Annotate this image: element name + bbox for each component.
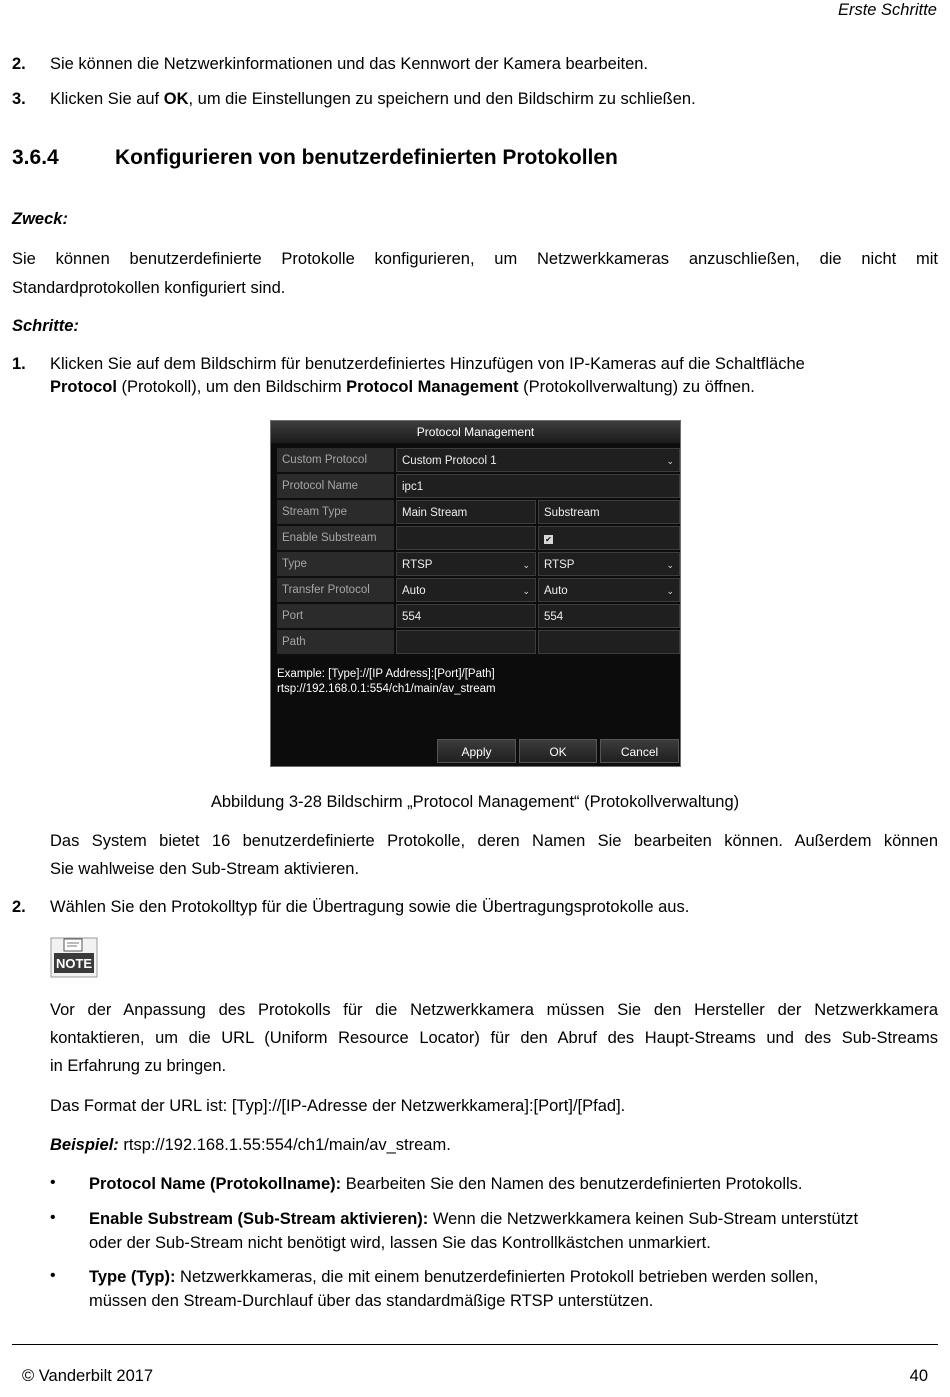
dialog-title: Protocol Management (271, 421, 680, 443)
field-label: Enable Substream (277, 526, 394, 550)
cancel-button[interactable]: Cancel (600, 739, 679, 763)
figure-caption: Abbildung 3-28 Bildschirm „Protocol Management“ (Protokollverwaltung) (210, 793, 740, 811)
main-stream-header: Main Stream (396, 500, 536, 524)
chevron-down-icon: ⌄ (666, 586, 674, 596)
substream-checkbox-cell (538, 526, 680, 550)
bullet-glyph: • (50, 1209, 56, 1226)
example-format: Example: [Type]://[IP Address]:[Port]/[Path] (277, 668, 495, 680)
field-label: Custom Protocol (277, 448, 394, 472)
select-value: Auto (402, 585, 426, 597)
path-row (277, 630, 681, 654)
select-value: RTSP (402, 559, 433, 571)
step-number: 2. (12, 55, 26, 73)
field-label: Protocol Name (277, 474, 394, 498)
url-format-text: Das Format der URL ist: [Typ]://[IP-Adresse der Netzwerkkamera]:[Port]/[Pfad]. (50, 1097, 626, 1115)
note-text: kontaktieren, um die URL (Uniform Resource Locator) für den Abruf des Haupt-Streams und des Sub-Streams (50, 1029, 938, 1047)
sub-path-input[interactable] (538, 630, 680, 654)
field-label: Transfer Protocol (277, 578, 394, 602)
transfer-protocol-row (277, 578, 681, 602)
running-header: Erste Schritte (837, 1, 937, 19)
purpose-text: Standardprotokollen konfiguriert sind. (12, 279, 286, 297)
bullet-item: Enable Substream (Sub-Stream aktivieren): Wenn die Netzwerkkamera keinen Sub-Stream unterstützt oder der Sub-Stream nicht benötigt wird, lassen Sie das Kontrollkästchen unmarkiert. (89, 1210, 859, 1252)
protocol-management-dialog (270, 420, 681, 767)
chevron-down-icon: ⌄ (666, 456, 674, 466)
body-text: Sie wahlweise den Sub-Stream aktivieren. (50, 860, 360, 878)
main-transfer-select[interactable] (396, 578, 536, 602)
example-text: Beispiel: rtsp://192.168.1.55:554/ch1/main/av_stream. (50, 1136, 451, 1154)
purpose-text: Sie können benutzerdefinierte Protokolle konfigurieren, um Netzwerkkameras anzuschließen, die nicht mit (12, 250, 938, 268)
sub-port-input[interactable]: 554 (538, 604, 680, 628)
port-row (277, 604, 681, 628)
bullet-glyph: • (50, 1174, 56, 1191)
main-stream-empty-cell (396, 526, 536, 550)
url-example (277, 667, 496, 697)
field-label: Port (277, 604, 394, 628)
select-value: RTSP (544, 559, 575, 571)
ok-button[interactable]: OK (519, 739, 597, 763)
bullet-item: Protocol Name (Protokollname): Bearbeiten Sie den Namen des benutzerdefinierten Protokolls. (89, 1175, 803, 1193)
step-number: 3. (12, 90, 26, 108)
example-url: rtsp://192.168.0.1:554/ch1/main/av_stream (277, 683, 496, 695)
bullet-item: Type (Typ): Netzwerkkameras, die mit einem benutzerdefinierten Protokoll betrieben werden sollen, müssen den Stream-Durchlauf über das standardmäßige RTSP unterstützen. (89, 1268, 819, 1310)
step-number: 2. (12, 898, 26, 916)
stream-type-row (277, 500, 681, 524)
step-text: Wählen Sie den Protokolltyp für die Übertragung sowie die Übertragungsprotokolle aus. (50, 898, 690, 916)
field-label: Type (277, 552, 394, 576)
step-text: Klicken Sie auf dem Bildschirm für benutzerdefiniertes Hinzufügen von IP-Kameras auf die Schaltfläche (50, 355, 805, 373)
sub-transfer-select[interactable] (538, 578, 680, 602)
page-number: 40 (909, 1367, 928, 1385)
apply-button[interactable]: Apply (437, 739, 516, 763)
select-value: Auto (544, 585, 568, 597)
purpose-label: Zweck: (12, 210, 68, 228)
note-icon (50, 937, 98, 978)
custom-protocol-select[interactable] (396, 448, 680, 472)
main-type-select[interactable] (396, 552, 536, 576)
step-number: 1. (12, 355, 26, 373)
chevron-down-icon: ⌄ (522, 586, 530, 596)
protocol-name-input[interactable]: ipc1 (396, 474, 680, 498)
main-path-input[interactable] (396, 630, 536, 654)
sub-type-select[interactable] (538, 552, 680, 576)
type-row (277, 552, 681, 576)
chevron-down-icon: ⌄ (522, 560, 530, 570)
enable-substream-row (277, 526, 681, 550)
step-text: Sie können die Netzwerkinformationen und das Kennwort der Kamera bearbeiten. (50, 55, 649, 73)
chevron-down-icon: ⌄ (666, 560, 674, 570)
main-port-input[interactable]: 554 (396, 604, 536, 628)
body-text: Das System bietet 16 benutzerdefinierte Protokolle, deren Namen Sie bearbeiten können. Außerdem können (50, 832, 938, 850)
note-icon-label: NOTE (55, 956, 93, 971)
step-text: Protocol (Protokoll), um den Bildschirm Protocol Management (Protokollverwaltung) zu öffnen. (50, 378, 755, 396)
select-value: Custom Protocol 1 (402, 455, 497, 467)
footer-copyright: © Vanderbilt 2017 (22, 1367, 154, 1385)
section-title: Konfigurieren von benutzerdefinierten Protokollen (115, 146, 618, 169)
section-number: 3.6.4 (12, 146, 59, 169)
field-label: Stream Type (277, 500, 394, 524)
protocol-name-row (277, 474, 681, 498)
note-text: in Erfahrung zu bringen. (50, 1057, 227, 1075)
substream-header: Substream (538, 500, 680, 524)
field-label: Path (277, 630, 394, 654)
steps-label: Schritte: (12, 317, 79, 335)
enable-substream-checkbox[interactable]: ✔ (545, 535, 552, 544)
bullet-glyph: • (50, 1267, 56, 1284)
step-text: Klicken Sie auf OK, um die Einstellungen zu speichern und den Bildschirm zu schließen. (50, 90, 696, 108)
custom-protocol-row (277, 448, 681, 472)
note-text: Vor der Anpassung des Protokolls für die Netzwerkkamera müssen Sie den Hersteller der Netzwerkkamera (50, 1001, 938, 1019)
footer-divider (12, 1344, 938, 1345)
